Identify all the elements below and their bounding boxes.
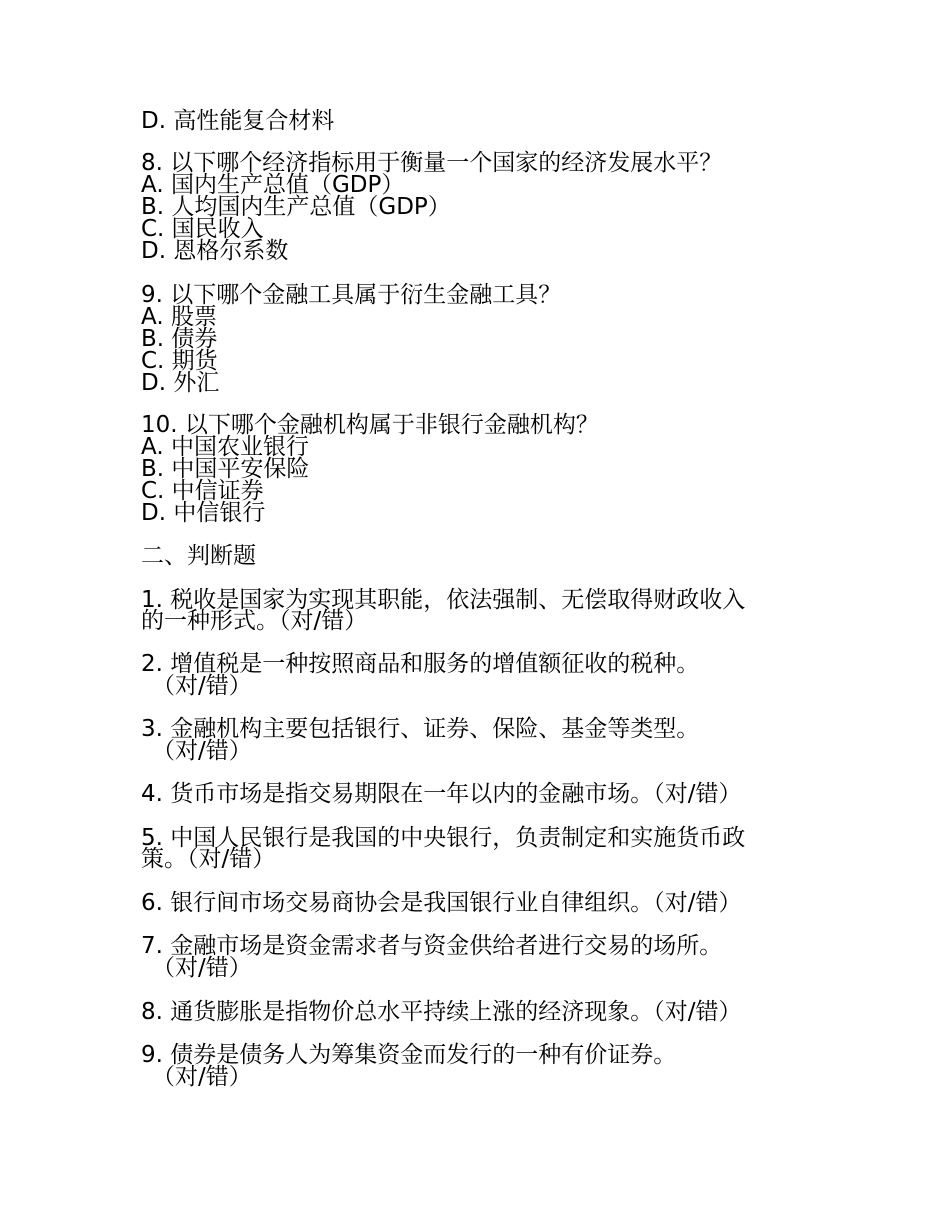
- tf-3-line2: （对/错）: [152, 738, 252, 764]
- tf-9-line1: 9. 债券是债务人为筹集资金而发行的一种有价证券。: [141, 1042, 677, 1068]
- q8-option-c: C. 国民收入: [141, 216, 264, 242]
- q9-option-c: C. 期货: [141, 348, 218, 374]
- tf-1-line1: 1. 税收是国家为实现其职能，依法强制、无偿取得财政收入: [141, 587, 746, 613]
- q9-option-b: B. 债券: [141, 326, 218, 352]
- tf-2-line1: 2. 增值税是一种按照商品和服务的增值额征收的税种。: [141, 651, 700, 677]
- q7-option-d: D. 高性能复合材料: [141, 108, 335, 134]
- q10-option-a: A. 中国农业银行: [141, 434, 309, 460]
- q9-stem: 9. 以下哪个金融工具属于衍生金融工具？: [141, 282, 562, 308]
- tf-2-line2: （对/错）: [152, 673, 252, 699]
- tf-5-line1: 5. 中国人民银行是我国的中央银行，负责制定和实施货币政: [141, 825, 746, 851]
- q10-option-c: C. 中信证券: [141, 478, 264, 504]
- tf-3-line1: 3. 金融机构主要包括银行、证券、保险、基金等类型。: [141, 716, 700, 742]
- q10-option-b: B. 中国平安保险: [141, 456, 310, 482]
- tf-1-line2: 的一种形式。（对/错）: [141, 608, 368, 634]
- tf-4: 4. 货币市场是指交易期限在一年以内的金融市场。（对/错）: [141, 781, 742, 807]
- tf-5-line2: 策。（对/错）: [141, 846, 276, 872]
- tf-6: 6. 银行间市场交易商协会是我国银行业自律组织。（对/错）: [141, 890, 742, 916]
- q8-stem: 8. 以下哪个经济指标用于衡量一个国家的经济发展水平？: [141, 150, 723, 176]
- q8-option-a: A. 国内生产总值（GDP）: [141, 172, 405, 198]
- q9-option-d: D. 外汇: [141, 370, 220, 396]
- q10-stem: 10. 以下哪个金融机构属于非银行金融机构？: [141, 412, 599, 438]
- q10-option-d: D. 中信银行: [141, 500, 266, 526]
- tf-7-line2: （对/错）: [152, 955, 252, 981]
- q8-option-d: D. 恩格尔系数: [141, 238, 289, 264]
- q8-option-b: B. 人均国内生产总值（GDP）: [141, 194, 451, 220]
- tf-8: 8. 通货膨胀是指物价总水平持续上涨的经济现象。（对/错）: [141, 999, 742, 1025]
- tf-7-line1: 7. 金融市场是资金需求者与资金供给者进行交易的场所。: [141, 933, 723, 959]
- tf-9-line2: （对/错）: [152, 1064, 252, 1090]
- section-heading-true-false: 二、判断题: [141, 543, 256, 569]
- q9-option-a: A. 股票: [141, 304, 217, 330]
